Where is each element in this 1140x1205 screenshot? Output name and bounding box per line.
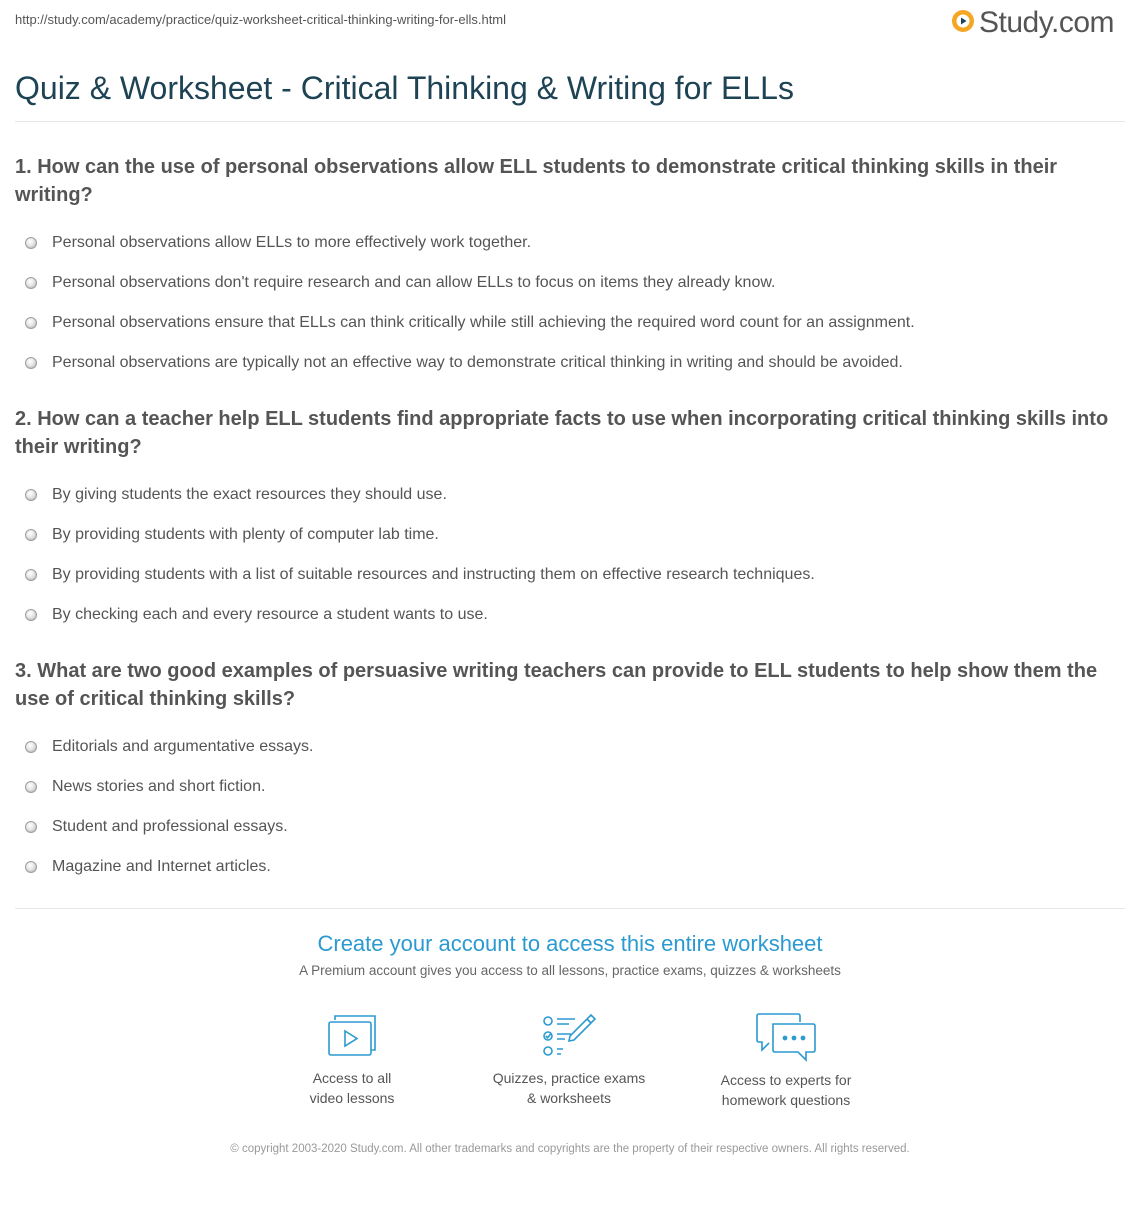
radio-button-icon[interactable] [25,861,37,873]
chat-bubbles-icon [686,1012,886,1062]
feature-label-line1: Quizzes, practice exams [492,1070,646,1086]
page-title: Quiz & Worksheet - Critical Thinking & Writing for ELLs [15,70,794,106]
radio-button-icon[interactable] [25,569,37,581]
answer-option[interactable] [15,595,1115,635]
answer-label: By providing students with a list of suitable resources and instructing them on effective research techniques. [52,566,815,583]
answer-label: Editorials and argumentative essays. [52,738,314,755]
video-lesson-icon [252,1012,452,1060]
answer-label: Personal observations don't require research and can allow ELLs to focus on items they already know. [52,274,776,291]
answer-options [15,475,1115,635]
feature-label-line2: homework questions [721,1092,851,1108]
answer-option[interactable] [15,343,1115,383]
answer-label: Student and professional essays. [52,818,288,835]
answer-option[interactable] [15,727,1115,767]
radio-button-icon[interactable] [25,317,37,329]
radio-button-icon[interactable] [25,781,37,793]
feature-label-line2: video lessons [309,1090,395,1106]
question-text: 2. How can a teacher help ELL students find appropriate facts to use when incorporating critical thinking skills into their writing? [15,408,1109,458]
logo-text: Study.com [979,6,1114,39]
divider [15,908,1125,909]
quiz-checklist-icon [469,1012,669,1060]
question-1 [15,153,1115,383]
question-text: 1. How can the use of personal observations allow ELL students to demonstrate critical thinking skills in their writing? [15,156,1058,206]
divider [15,121,1125,122]
answer-label: By providing students with plenty of computer lab time. [52,526,439,543]
answer-option[interactable] [15,767,1115,807]
radio-button-icon[interactable] [25,821,37,833]
radio-button-icon[interactable] [25,529,37,541]
feature-label-line1: Access to all [312,1070,392,1086]
copyright-footer: © copyright 2003-2020 Study.com. All other trademarks and copyrights are the property of their respective owners. All rights reserved. [230,1143,910,1155]
answer-option[interactable] [15,263,1115,303]
radio-button-icon[interactable] [25,237,37,249]
answer-option[interactable] [15,475,1115,515]
feature-experts [686,1012,886,1110]
play-logo-icon [951,9,975,38]
radio-button-icon[interactable] [25,489,37,501]
question-2 [15,405,1115,635]
answer-options [15,727,1115,887]
feature-video-lessons [252,1012,452,1108]
signup-cta [0,931,1140,978]
answer-option[interactable] [15,303,1115,343]
radio-button-icon[interactable] [25,357,37,369]
question-3 [15,657,1115,887]
answer-label: By giving students the exact resources they should use. [52,486,447,503]
cta-subtitle: A Premium account gives you access to all lessons, practice exams, quizzes & worksheets [299,963,841,978]
answer-label: By checking each and every resource a student wants to use. [52,606,488,623]
answer-label: Personal observations ensure that ELLs can think critically while still achieving the required word count for an assignment. [52,314,915,331]
answer-option[interactable] [15,555,1115,595]
study-logo[interactable] [951,6,1114,40]
radio-button-icon[interactable] [25,741,37,753]
answer-options [15,223,1115,383]
feature-label-line1: Access to experts for [720,1072,852,1088]
radio-button-icon[interactable] [25,277,37,289]
page-url: http://study.com/academy/practice/quiz-worksheet-critical-thinking-writing-for-ells.html [15,12,507,27]
feature-quizzes [469,1012,669,1108]
answer-option[interactable] [15,515,1115,555]
answer-label: Personal observations are typically not an effective way to demonstrate critical thinking in writing and should be avoided. [52,354,903,371]
feature-label-line2: & worksheets [526,1090,612,1106]
question-text: 3. What are two good examples of persuasive writing teachers can provide to ELL students to help show them the use of critical thinking skills? [15,660,1098,710]
answer-label: Magazine and Internet articles. [52,858,271,875]
answer-label: Personal observations allow ELLs to more effectively work together. [52,234,532,251]
answer-label: News stories and short fiction. [52,778,266,795]
answer-option[interactable] [15,847,1115,887]
cta-title-link[interactable]: Create your account to access this entire worksheet [317,931,823,956]
answer-option[interactable] [15,807,1115,847]
answer-option[interactable] [15,223,1115,263]
radio-button-icon[interactable] [25,609,37,621]
